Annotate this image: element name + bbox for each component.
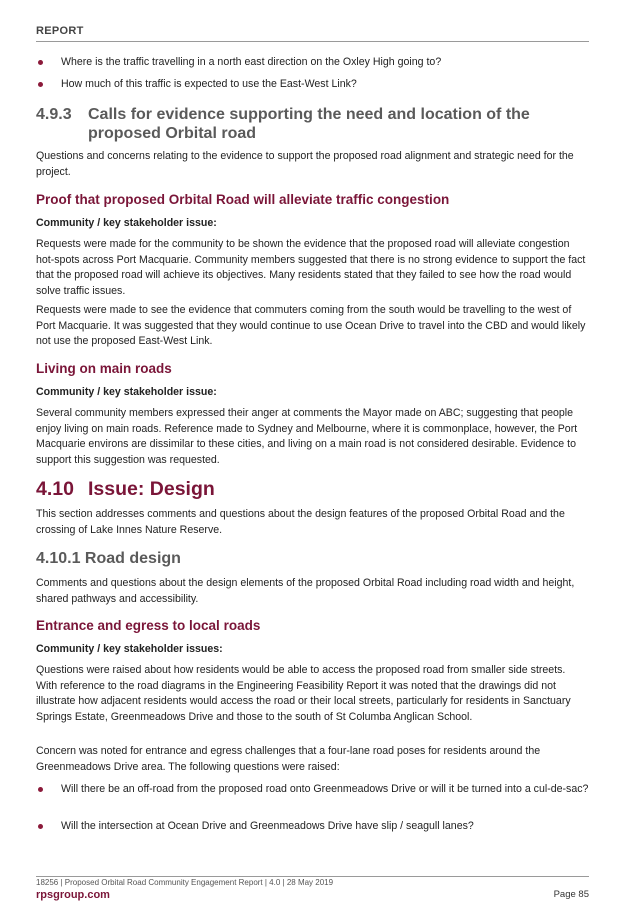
section-4-9-3-intro: Questions and concerns relating to the evidence to support the proposed road alignment and strategic need for the project. (36, 150, 574, 178)
section-4-10-heading: 4.10 Issue: Design (36, 478, 215, 500)
section-4-10-1-intro: Comments and questions about the design elements of the proposed Orbital Road including road width and height, shared pathways and accessibility. (36, 577, 575, 605)
footer-document-meta: 18256 | Proposed Orbital Road Community Engagement Report | 4.0 | 28 May 2019 (36, 878, 334, 887)
bullet-icon (38, 824, 43, 829)
bullet-item: Where is the traffic travelling in a north east direction on the Oxley High going to? (36, 55, 589, 71)
entrance-heading: Entrance and egress to local roads (36, 618, 261, 633)
living-subheading: Community / key stakeholder issue: (36, 386, 217, 398)
entrance-paragraph-1: Questions were raised about how residents would be able to access the proposed road from smaller side streets. With reference to the road diagrams in the Engineering Feasibility Report it was noted that the drawings did not illustrate how adjacent residents would access the road or their local streets, particularly for residents in Sanctuary Springs Estate, Greenmeadows Drive and those to the south of St Columba Anglican School. (36, 664, 571, 723)
bullet-icon (38, 82, 43, 87)
header-divider (36, 41, 589, 42)
bullet-item: Will the intersection at Ocean Drive and Greenmeadows Drive have slip / seagull lanes? (36, 819, 589, 835)
proof-subheading: Community / key stakeholder issue: (36, 217, 217, 229)
section-4-9-3-heading: 4.9.3 Calls for evidence supporting the need and location of the proposed Orbital road (36, 106, 530, 142)
proof-heading: Proof that proposed Orbital Road will alleviate traffic congestion (36, 192, 450, 207)
bullet-icon (38, 787, 43, 792)
entrance-subheading: Community / key stakeholder issues: (36, 643, 223, 655)
section-4-10-intro: This section addresses comments and questions about the design features of the proposed Orbital Road and the crossing of Lake Innes Nature Reserve. (36, 508, 565, 536)
section-4-10-1-heading: 4.10.1 Road design (36, 550, 181, 567)
header-label: REPORT (36, 25, 84, 37)
proof-paragraph-2: Requests were made to see the evidence that commuters coming from the south would be travelling to the west of Port Macquarie. It was suggested that they would continue to use Ocean Drive to travel into the CBD and would likely not use the proposed East-West Link. (36, 304, 586, 347)
entrance-paragraph-2: Concern was noted for entrance and egress challenges that a four-lane road poses for residents around the Greenmeadows Drive area. The following questions were raised: (36, 745, 541, 773)
footer-website-link[interactable]: rpsgroup.com (36, 889, 110, 901)
living-paragraph: Several community members expressed their anger at comments the Mayor made on ABC; suggesting that people enjoy living on main roads. Reference made to Sydney and Melbourne, where it is commonplace, however, the Port Macquarie environs are dissimilar to these cities, and living on a main road is not considered desirable. Evidence to support this suggestion was requested. (36, 407, 578, 466)
proof-paragraph-1: Requests were made for the community to be shown the evidence that the proposed road will alleviate congestion hot-spots across Port Macquarie. Community members suggested that there is no strong evidence to support the fact that the proposed road will achieve its objectives. Many residents stated that they failed to see how the road would solve traffic issues. (36, 238, 586, 297)
bullet-item: How much of this traffic is expected to use the East-West Link? (36, 77, 589, 93)
footer-divider (36, 876, 589, 877)
page-number: Page 85 (553, 889, 589, 900)
living-heading: Living on main roads (36, 361, 172, 376)
bullet-item: Will there be an off-road from the proposed road onto Greenmeadows Drive or will it be turned into a cul-de-sac? (36, 782, 589, 798)
bullet-icon (38, 60, 43, 65)
